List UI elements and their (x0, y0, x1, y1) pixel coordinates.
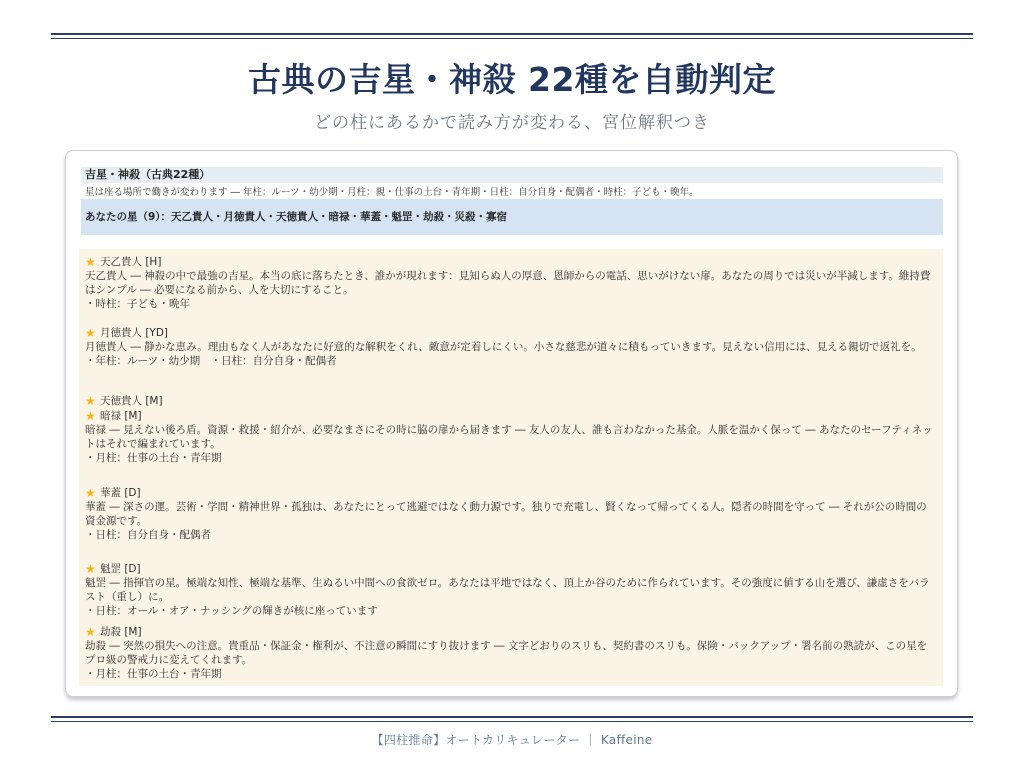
section-heading: 吉星・神殺（古典22種） (81, 167, 943, 183)
star-entry-tenotsu (85, 255, 937, 311)
star-icon: ★ (85, 393, 96, 408)
star-description: 月徳貴人 ― 静かな恵み。理由もなく人があなたに好意的な解釈をくれ、敵意が定着しにくい。小さな慈悲が道々に積もっていきます。見えない信用には、見える親切で返礼を。 (85, 341, 922, 353)
star-list (79, 249, 943, 686)
star-icon: ★ (85, 561, 96, 576)
star-name: 暗禄 [M] (100, 410, 142, 422)
screenshot-panel (65, 150, 958, 697)
your-stars-bar: あなたの星（9）：天乙貴人・月徳貴人・天徳貴人・暗禄・華蓋・魁罡・劫殺・災殺・寡宿 (81, 199, 943, 235)
star-description: 劫殺 ― 突然の損失への注意。貴重品・保証金・権利が、不注意の瞬間にすり抜けます ― 文字どおりのスリも、契約書のスリも。保険・バックアップ・署名前の熟読が、この星をプロ級の警戒力に変えてくれます。 (85, 640, 928, 666)
star-name: 華蓋 [D] (100, 487, 141, 499)
star-description: 華蓋 ― 深さの運。芸術・学問・精神世界・孤独は、あなたにとって逃避ではなく動力源です。独りで充電し、賢くなって帰ってくる人。隠者の時間を守って ― それが公の時間の資金源です。 (85, 501, 927, 527)
star-entry-kagai (85, 486, 937, 542)
pillar-note: 星は座る場所で働きが変わります ― 年柱：ルーツ・幼少期・月柱：親・仕事の土台・青年期・日柱：自分自身・配偶者・時柱：子ども・晩年。 (85, 187, 699, 198)
star-pillars: ・月柱：仕事の土台・青年期 (85, 668, 222, 680)
star-entry-gettoku (85, 326, 937, 368)
star-name: 月徳貴人 [YD] (100, 327, 169, 339)
footer-credit: 【四柱推命】オートカリキュレーター ｜ Kaffeine (371, 733, 653, 747)
slide-subtitle: どの柱にあるかで読み方が変わる、宮位解釈つき (314, 113, 710, 133)
star-icon: ★ (85, 408, 96, 423)
star-pillars: ・日柱：オール・オア・ナッシングの輝きが核に座っています (85, 605, 378, 617)
bottom-rule (51, 716, 973, 718)
star-name: 劫殺 [M] (100, 626, 142, 638)
top-rule (51, 33, 973, 35)
star-entry-kaigou (85, 562, 937, 618)
bottom-rule-thin (51, 721, 973, 722)
star-description: 魁罡 ― 指揮官の星。極端な知性、極端な基準、生ぬるい中間への食欲ゼロ。あなたは平地ではなく、頂上か谷のために作られています。その強度に値する山を選び、謙虚さをバラスト（重し）に。 (85, 577, 930, 603)
star-pillars: ・年柱：ルーツ・幼少期 ・日柱：自分自身・配偶者 (85, 355, 337, 367)
star-icon: ★ (85, 624, 96, 639)
star-description: 暗禄 ― 見えない後ろ盾。資源・救援・紹介が、必要なまさにその時に脇の扉から届きます ― 友人の友人、誰も言わなかった基金。人脈を温かく保って ― あなたのセーフティネットはそれで編まれています。 (85, 424, 933, 450)
star-pillars: ・日柱：自分自身・配偶者 (85, 529, 211, 541)
star-icon: ★ (85, 485, 96, 500)
star-name: 天乙貴人 [H] (100, 256, 162, 268)
top-rule-thin (51, 38, 973, 39)
star-name: 天徳貴人 [M] (100, 395, 163, 407)
star-description: 天乙貴人 ― 神殺の中で最強の吉星。本当の底に落ちたとき、誰かが現れます：見知らぬ人の厚意、恩師からの電話、思いがけない扉。あなたの周りでは災いが半減します。維持費はシンプル ― 必要になる前から、人を大切にすること。 (85, 270, 931, 296)
star-pillars: ・時柱：子ども・晩年 (85, 298, 190, 310)
star-entry-kousatsu (85, 625, 937, 681)
star-entry-anroku (85, 409, 937, 465)
star-icon: ★ (85, 325, 96, 340)
star-name: 魁罡 [D] (100, 563, 141, 575)
star-icon: ★ (85, 254, 96, 269)
star-entry-tentoku (85, 394, 937, 408)
slide-title: 古典の吉星・神殺 22種を自動判定 (248, 60, 776, 99)
star-pillars: ・月柱：仕事の土台・青年期 (85, 452, 222, 464)
